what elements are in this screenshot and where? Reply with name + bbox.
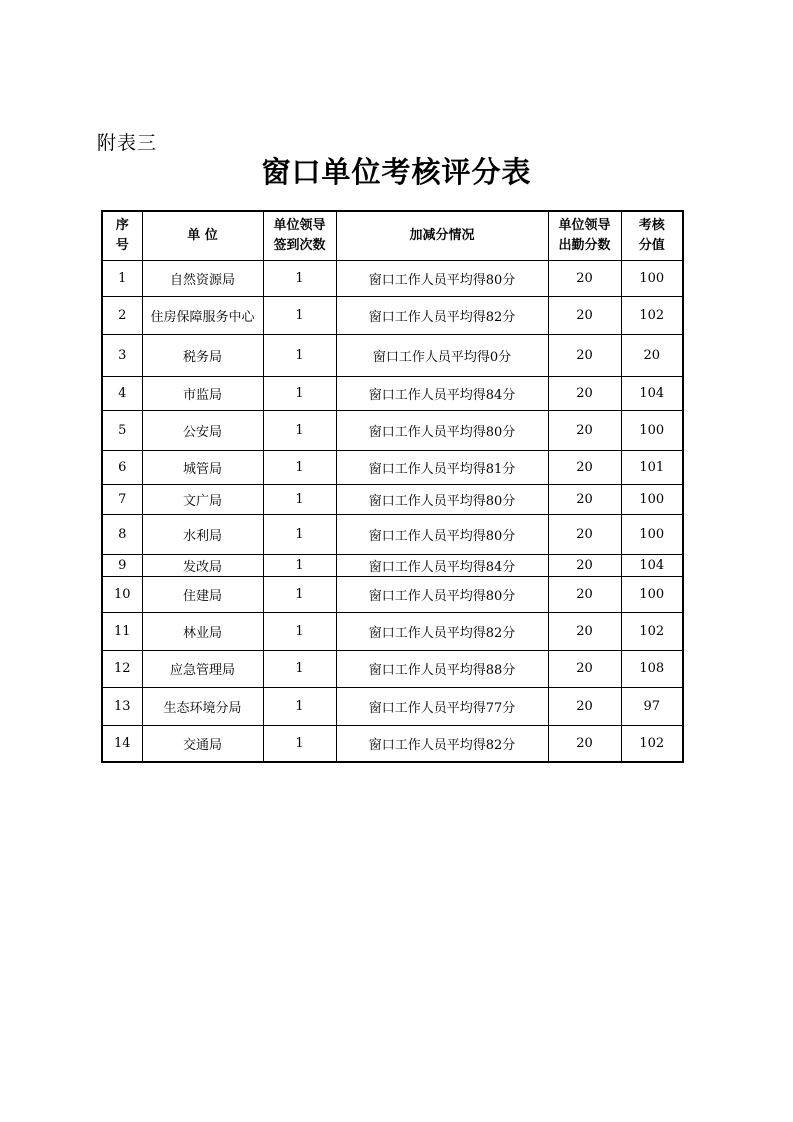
cell-attendance: 20 — [548, 687, 621, 725]
header-index: 序 号 — [102, 211, 142, 260]
cell-attendance: 20 — [548, 334, 621, 376]
table-row — [102, 554, 683, 576]
cell-unit: 住建局 — [142, 576, 263, 612]
cell-adjust: 窗口工作人员平均得84分 — [336, 554, 548, 576]
cell-score: 97 — [621, 687, 683, 725]
table-row — [102, 450, 683, 484]
cell-signin: 1 — [263, 296, 336, 334]
cell-signin: 1 — [263, 650, 336, 687]
cell-unit: 水利局 — [142, 514, 263, 554]
appendix-label: 附表三 — [97, 132, 158, 154]
cell-signin: 1 — [263, 376, 336, 410]
header-adjust: 加减分情况 — [336, 211, 548, 260]
header-score: 考核 分值 — [621, 211, 683, 260]
cell-unit: 发改局 — [142, 554, 263, 576]
cell-index: 10 — [102, 576, 142, 612]
table-row — [102, 376, 683, 410]
cell-adjust: 窗口工作人员平均得81分 — [336, 450, 548, 484]
cell-attendance: 20 — [548, 376, 621, 410]
table-row — [102, 514, 683, 554]
cell-unit: 市监局 — [142, 376, 263, 410]
table-row — [102, 725, 683, 762]
cell-adjust: 窗口工作人员平均得80分 — [336, 484, 548, 514]
cell-score: 104 — [621, 376, 683, 410]
cell-unit: 文广局 — [142, 484, 263, 514]
cell-adjust: 窗口工作人员平均得88分 — [336, 650, 548, 687]
cell-index: 4 — [102, 376, 142, 410]
cell-index: 13 — [102, 687, 142, 725]
cell-signin: 1 — [263, 612, 336, 650]
table-row — [102, 484, 683, 514]
cell-unit: 税务局 — [142, 334, 263, 376]
table-row — [102, 410, 683, 450]
cell-signin: 1 — [263, 554, 336, 576]
cell-adjust: 窗口工作人员平均得80分 — [336, 514, 548, 554]
cell-index: 8 — [102, 514, 142, 554]
cell-index: 7 — [102, 484, 142, 514]
cell-adjust: 窗口工作人员平均得80分 — [336, 260, 548, 296]
table-row — [102, 650, 683, 687]
cell-attendance: 20 — [548, 554, 621, 576]
cell-attendance: 20 — [548, 260, 621, 296]
cell-unit: 林业局 — [142, 612, 263, 650]
cell-unit: 住房保障服务中心 — [142, 296, 263, 334]
cell-signin: 1 — [263, 334, 336, 376]
cell-adjust: 窗口工作人员平均得82分 — [336, 296, 548, 334]
cell-attendance: 20 — [548, 576, 621, 612]
header-attendance: 单位领导 出勤分数 — [548, 211, 621, 260]
cell-index: 2 — [102, 296, 142, 334]
cell-adjust: 窗口工作人员平均得80分 — [336, 410, 548, 450]
cell-attendance: 20 — [548, 725, 621, 762]
cell-adjust: 窗口工作人员平均得77分 — [336, 687, 548, 725]
table-row — [102, 687, 683, 725]
cell-attendance: 20 — [548, 484, 621, 514]
cell-attendance: 20 — [548, 296, 621, 334]
cell-signin: 1 — [263, 725, 336, 762]
cell-unit: 交通局 — [142, 725, 263, 762]
header-unit: 单 位 — [142, 211, 263, 260]
cell-signin: 1 — [263, 410, 336, 450]
cell-attendance: 20 — [548, 410, 621, 450]
cell-unit: 公安局 — [142, 410, 263, 450]
cell-score: 101 — [621, 450, 683, 484]
cell-score: 102 — [621, 612, 683, 650]
cell-score: 100 — [621, 576, 683, 612]
cell-adjust: 窗口工作人员平均得80分 — [336, 576, 548, 612]
table-row — [102, 576, 683, 612]
cell-score: 108 — [621, 650, 683, 687]
cell-adjust: 窗口工作人员平均得0分 — [336, 334, 548, 376]
cell-signin: 1 — [263, 450, 336, 484]
cell-index: 5 — [102, 410, 142, 450]
cell-attendance: 20 — [548, 612, 621, 650]
table-header-row — [102, 211, 683, 260]
cell-attendance: 20 — [548, 650, 621, 687]
cell-index: 9 — [102, 554, 142, 576]
cell-index: 14 — [102, 725, 142, 762]
cell-index: 11 — [102, 612, 142, 650]
cell-score: 100 — [621, 260, 683, 296]
cell-adjust: 窗口工作人员平均得82分 — [336, 725, 548, 762]
cell-signin: 1 — [263, 687, 336, 725]
cell-score: 102 — [621, 296, 683, 334]
table-row — [102, 260, 683, 296]
table-row — [102, 296, 683, 334]
score-table — [101, 210, 684, 763]
cell-score: 100 — [621, 410, 683, 450]
page-title: 窗口单位考核评分表 — [261, 155, 532, 189]
cell-adjust: 窗口工作人员平均得84分 — [336, 376, 548, 410]
cell-adjust: 窗口工作人员平均得82分 — [336, 612, 548, 650]
table-row — [102, 612, 683, 650]
cell-index: 3 — [102, 334, 142, 376]
cell-unit: 应急管理局 — [142, 650, 263, 687]
cell-signin: 1 — [263, 576, 336, 612]
cell-score: 100 — [621, 484, 683, 514]
cell-index: 6 — [102, 450, 142, 484]
cell-unit: 自然资源局 — [142, 260, 263, 296]
cell-score: 20 — [621, 334, 683, 376]
cell-score: 100 — [621, 514, 683, 554]
cell-signin: 1 — [263, 260, 336, 296]
cell-unit: 城管局 — [142, 450, 263, 484]
cell-attendance: 20 — [548, 514, 621, 554]
cell-index: 1 — [102, 260, 142, 296]
cell-attendance: 20 — [548, 450, 621, 484]
table-row — [102, 334, 683, 376]
cell-index: 12 — [102, 650, 142, 687]
cell-signin: 1 — [263, 484, 336, 514]
cell-unit: 生态环境分局 — [142, 687, 263, 725]
cell-score: 104 — [621, 554, 683, 576]
cell-score: 102 — [621, 725, 683, 762]
header-signin: 单位领导 签到次数 — [263, 211, 336, 260]
cell-signin: 1 — [263, 514, 336, 554]
